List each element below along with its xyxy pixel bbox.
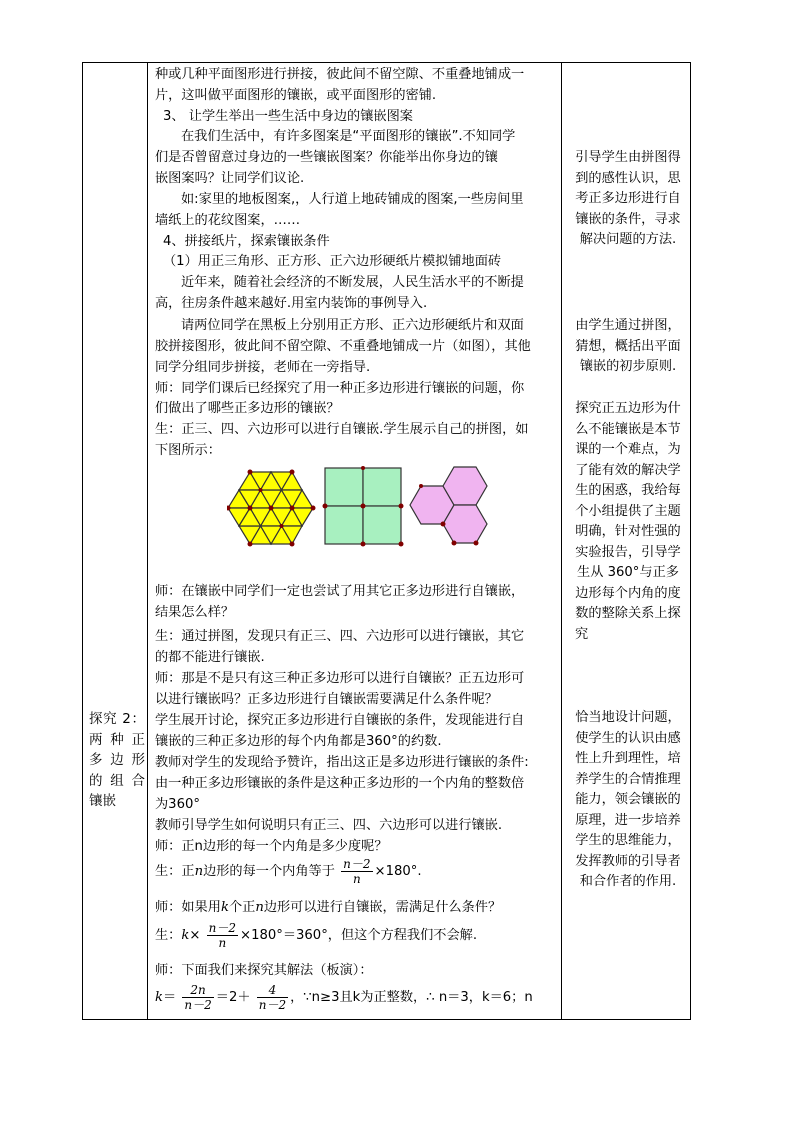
vertex-dot <box>248 542 253 547</box>
side-note-line: 镶嵌的条件，寻求 <box>575 211 681 227</box>
fraction <box>257 983 288 1012</box>
content-line: （1）用正三角形、正方形、正六边形硬纸片模拟铺地面砖 <box>163 254 502 269</box>
formula-text: ×180°＝360°，但这个方程我们不会解. <box>240 928 478 943</box>
fraction-denominator: n <box>218 935 227 950</box>
side-note-line: 由学生通过拼图， <box>575 318 681 333</box>
content-line: 下图所示： <box>155 443 221 458</box>
fraction-denominator: n－2 <box>258 997 287 1012</box>
vertex-dot <box>280 524 284 528</box>
vertex-dot <box>323 504 328 509</box>
side-note-line: 边形每个内角的度 <box>575 585 681 601</box>
content-line: 结果怎么样？ <box>155 605 235 620</box>
side-note-2 <box>565 316 691 378</box>
content-line: 胶拼接图形，彼此间不留空隙、不重叠地铺成一片（如图），其他 <box>155 339 531 354</box>
content-line: 在我们生活中，有许多图案是“平面图形的镶嵌”.不知同学 <box>181 129 516 144</box>
side-note-line: 解决问题的方法. <box>579 232 677 247</box>
formula-var-n: n <box>255 900 264 915</box>
side-note-line: 使学生的认识由感 <box>575 730 681 746</box>
vertex-dot <box>399 542 404 547</box>
lesson-table <box>82 62 691 1020</box>
content-line: 们是否曾留意过身边的一些镶嵌图案？你能举出你身边的镶 <box>155 150 498 165</box>
vertex-dot <box>259 488 263 492</box>
vertex-dot <box>248 506 253 511</box>
formula-var-k: k <box>220 900 229 915</box>
column-divider-2 <box>561 63 562 1019</box>
side-note-line: 和合作者的作用. <box>579 874 677 889</box>
formula-text: ，∵n≥3且k为正整数，∴ n＝3，k＝6；n <box>290 990 533 1005</box>
side-note-line: 个小组提供了主题 <box>575 503 681 519</box>
side-note-line: 生从 360°与正多 <box>577 565 679 580</box>
formula-text: × <box>189 928 201 943</box>
formula-text: 生：正 <box>155 864 195 879</box>
vertex-dot <box>248 470 253 475</box>
fraction-denominator: n <box>352 871 361 886</box>
side-note-line: 原理，进一步培养 <box>575 812 681 828</box>
content-line: 种或几种平面图形进行拼接，彼此间不留空隙、不重叠地铺成一 <box>155 67 525 82</box>
content-line: 们做出了哪些正多边形的镶嵌？ <box>155 401 340 416</box>
hexagon-tessellation <box>410 467 487 546</box>
content-line: 生：正三、四、六边形可以进行自镶嵌.学生展示自己的拼图，如 <box>155 422 529 437</box>
content-line: 由一种正多边形镶嵌的条件是这种正多边形的一个内角的整数倍 <box>155 776 525 791</box>
formula-text: ×180°. <box>374 864 422 879</box>
side-note-line: 能力，领会镶嵌的 <box>575 792 681 807</box>
tessellation-figures <box>227 465 527 565</box>
formula-text: 师：如果用 <box>155 900 221 915</box>
vertex-dot <box>441 522 446 527</box>
content-line: 嵌图案吗？让同学们议论. <box>155 171 305 186</box>
formula-var-k: k <box>155 990 163 1005</box>
section-label-line: 的 组 合 <box>89 772 145 789</box>
formula-text: 个正 <box>228 900 256 915</box>
content-line: 镶嵌的三种正多边形的每个内角都是360°的约数. <box>155 734 442 749</box>
formula-text: 生： <box>155 928 182 943</box>
vertex-dot <box>361 466 365 470</box>
square-tile <box>363 506 401 544</box>
formula-var-n: n <box>194 864 204 879</box>
content-line: 学生展开讨论，探究正多边形进行自镶嵌的条件，发现能进行自 <box>155 713 525 728</box>
fraction-numerator: n－2 <box>208 920 237 935</box>
content-line: 师：同学们课后已经探究了用一种正多边形进行镶嵌的问题，你 <box>155 381 525 396</box>
section-label-line: 镶嵌 <box>89 793 116 809</box>
formula-text: ＝ <box>163 990 177 1005</box>
square-tile <box>363 468 401 506</box>
side-note-line: 考正多边形进行自 <box>575 191 681 206</box>
content-line: 以进行镶嵌吗？正多边形进行自镶嵌需要满足什么条件呢？ <box>155 692 498 707</box>
side-note-line: 了能有效的解决学 <box>575 462 681 478</box>
side-note-line: 实验报告，引导学 <box>575 544 681 560</box>
side-note-3 <box>565 399 691 645</box>
side-note-line: 学生的思维能力， <box>575 833 681 848</box>
formula-interior-angle <box>155 855 422 889</box>
formula-solution <box>155 981 533 1015</box>
content-line: 教师对学生的发现给予赞许，指出这正是多边形进行镶嵌的条件: <box>155 755 529 770</box>
side-note-line: 究 <box>575 626 589 642</box>
triangle-tessellation <box>227 470 316 547</box>
section-label <box>89 709 145 812</box>
vertex-dot <box>290 470 295 475</box>
formula-text: 边形可以进行自镶嵌，需满足什么条件？ <box>263 900 502 915</box>
content-line: 为360° <box>155 797 200 812</box>
formula-var-k: k <box>181 928 190 943</box>
fraction-numerator: n－2 <box>343 856 371 871</box>
square-tile <box>325 506 363 544</box>
vertex-dot <box>452 541 457 546</box>
formula-text: ＝2＋ <box>215 990 251 1005</box>
vertex-dot <box>290 542 295 547</box>
side-note-line: 性上升到理性，培 <box>575 751 681 766</box>
content-line: 近年来，随着社会经济的不断发展，人民生活水平的不断提 <box>181 275 524 290</box>
vertex-dot <box>269 506 274 511</box>
column-divider-1 <box>147 63 148 1019</box>
side-note-line: 到的感性认识，思 <box>575 170 681 186</box>
side-note-line: 课的一个难点，为 <box>575 442 681 457</box>
fraction-numerator: 4 <box>257 983 288 998</box>
fraction-denominator: n－2 <box>184 997 212 1012</box>
formula-equation <box>155 919 477 953</box>
content-line: 片，这叫做平面图形的镶嵌，或平面图形的密铺. <box>155 88 437 103</box>
fraction <box>207 921 238 950</box>
content-line: 3、 让学生举出一些生活中身边的镶嵌图案 <box>163 109 413 124</box>
side-note-line: 引导学生由拼图得 <box>575 150 681 165</box>
content-line: 师：正n边形的每一个内角是多少度呢？ <box>155 839 388 854</box>
side-note-line: 生的困惑，我给每 <box>575 483 681 498</box>
content-line: 的都不能进行镶嵌. <box>155 650 265 665</box>
side-note-1 <box>565 148 691 251</box>
content-line: 墙纸上的花纹图案，…… <box>155 213 301 228</box>
side-note-line: 数的整除关系上探 <box>575 606 681 621</box>
vertex-dot <box>290 506 295 511</box>
section-label-line: 多 边 形 <box>89 752 145 768</box>
side-note-4 <box>565 708 691 893</box>
side-note-line: 么不能镶嵌是本节 <box>575 421 681 437</box>
square-tessellation <box>323 466 404 547</box>
formula-text: 边形的每一个内角等于 <box>203 864 335 879</box>
side-note-line: 发挥教师的引导者 <box>575 853 681 869</box>
content-line: 师：下面我们来探究其解法（板演）： <box>155 963 373 978</box>
vertex-dot <box>361 504 366 509</box>
section-label-line: 两 种 正 <box>89 731 145 748</box>
content-line: 高，往房条件越来越好.用室内装饰的事例导入. <box>155 296 428 311</box>
fraction-numerator: 2n <box>182 983 213 998</box>
content-line: 同学分组同步拼接，老师在一旁指导. <box>155 360 371 375</box>
side-note-line: 猜想，概括出平面 <box>575 338 681 354</box>
vertex-dot <box>311 506 316 511</box>
section-label-line: 探究 2： <box>89 711 145 727</box>
side-note-line: 明确，针对性强的 <box>575 524 681 539</box>
content-line: 师：那是不是只有这三种正多边形可以进行自镶嵌？正五边形可 <box>155 671 525 686</box>
side-note-line: 养学生的合情推理 <box>575 771 681 787</box>
content-line: 生：通过拼图，发现只有正三、四、六边形可以进行镶嵌，其它 <box>155 629 525 644</box>
fraction <box>182 983 213 1012</box>
vertex-dot <box>474 541 479 546</box>
side-note-line: 恰当地设计问题， <box>575 710 681 725</box>
content-line: 教师引导学生如何说明只有正三、四、六边形可以进行镶嵌. <box>155 818 503 833</box>
vertex-dot <box>399 504 404 509</box>
content-line: 4、拼接纸片，探索镶嵌条件 <box>163 234 330 249</box>
fraction <box>341 857 372 886</box>
side-note-line: 镶嵌的初步原则. <box>579 359 677 374</box>
vertex-dot <box>361 542 366 547</box>
content-line: 请两位同学在黑板上分别用正方形、正六边形硬纸片和双面 <box>181 318 524 333</box>
content-line: 师：在镶嵌中同学们一定也尝试了用其它正多边形进行自镶嵌， <box>155 584 525 599</box>
content-line: 如:家里的地板图案,，人行道上地砖铺成的图案,一些房间里 <box>181 192 524 207</box>
formula-question <box>155 898 501 918</box>
square-tile <box>325 468 363 506</box>
side-note-line: 探究正五边形为什 <box>575 401 681 416</box>
vertex-dot <box>419 484 423 488</box>
